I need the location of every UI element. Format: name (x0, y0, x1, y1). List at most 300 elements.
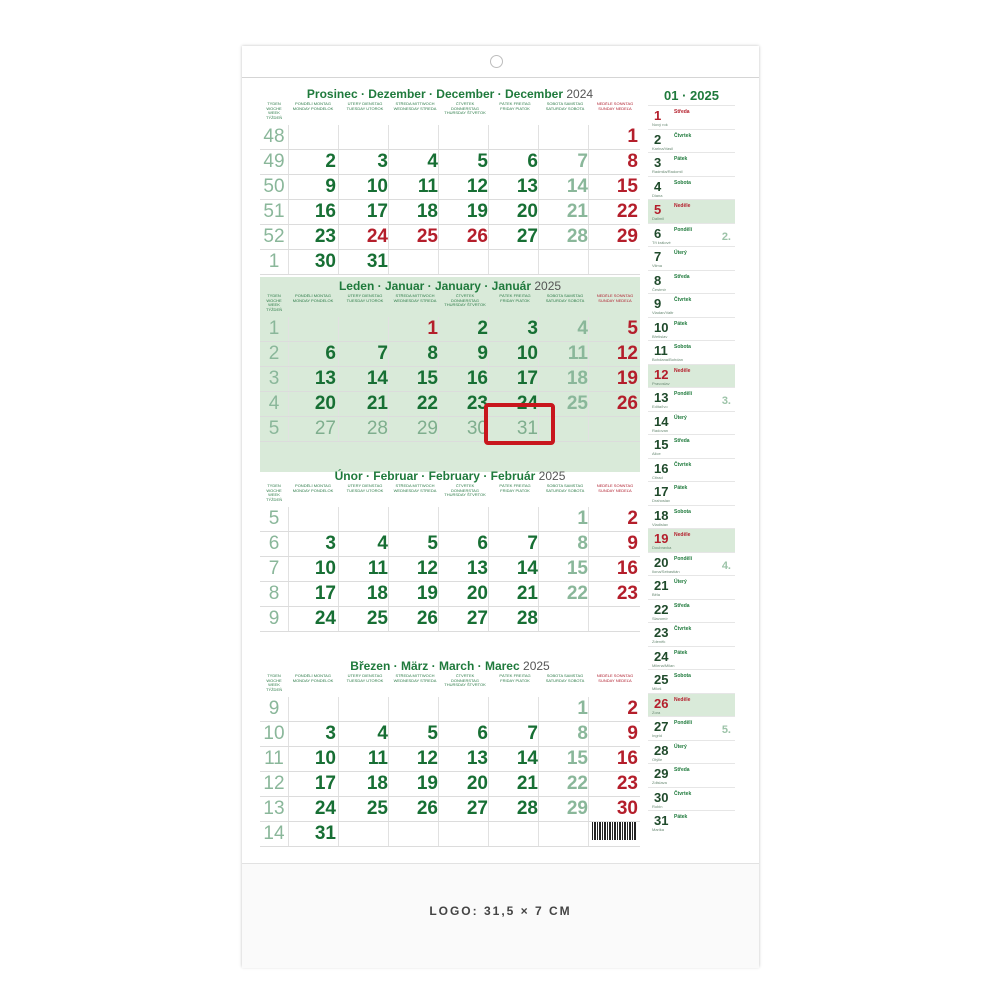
day-cell[interactable]: 2 (325, 151, 336, 172)
weekday-header: STŘEDA MITTWOCH WEDNESDAY STREDA (393, 294, 437, 303)
day-cell[interactable]: 10 (516, 343, 538, 364)
day-cell[interactable]: 7 (377, 343, 388, 364)
day-cell[interactable]: 10 (366, 176, 388, 197)
day-cell[interactable]: 15 (566, 558, 588, 579)
day-cell[interactable]: 9 (627, 533, 638, 554)
day-cell[interactable]: 16 (466, 368, 488, 389)
week-number: 10 (263, 723, 285, 744)
day-cell[interactable]: 19 (416, 583, 438, 604)
week-row-divider (260, 631, 640, 632)
strip-weekday: Úterý (674, 414, 687, 421)
day-cell[interactable]: 17 (366, 201, 388, 222)
day-cell[interactable]: 3 (325, 723, 336, 744)
strip-day-row[interactable] (648, 693, 735, 717)
month-year: 2025 (534, 279, 562, 293)
day-cell[interactable]: 15 (566, 748, 588, 769)
day-cell[interactable]: 17 (516, 368, 538, 389)
day-cell[interactable]: 7 (527, 533, 538, 554)
day-cell[interactable]: 1 (627, 126, 638, 147)
day-cell[interactable]: 19 (466, 201, 488, 222)
week-row-divider (260, 199, 640, 200)
grid-divider (588, 317, 589, 442)
strip-nameday: Břetislav (652, 333, 668, 339)
day-cell[interactable]: 23 (616, 583, 638, 604)
weekday-header: PÁTEK FREITAG FRIDAY PIATOK (499, 294, 531, 303)
day-cell[interactable]: 20 (466, 583, 488, 604)
week-row-divider (260, 821, 640, 822)
strip-weekday: Sobota (674, 673, 691, 679)
month-year: 2025 (523, 659, 550, 673)
day-cell[interactable]: 8 (427, 343, 438, 364)
day-cell[interactable]: 15 (416, 368, 438, 389)
day-cell[interactable]: 24 (516, 393, 538, 414)
strip-weekday: Pátek (674, 814, 688, 820)
day-cell[interactable]: 29 (416, 418, 438, 439)
strip-day-number: 1 (654, 108, 662, 123)
day-cell[interactable]: 11 (567, 343, 588, 364)
current-date-marker[interactable] (484, 403, 555, 445)
weekday-header: ČTVRTEK DONNERSTAG THURSDAY ŠTVRTOK (444, 484, 486, 497)
day-cell[interactable]: 8 (577, 723, 588, 744)
strip-day-row[interactable] (648, 246, 735, 270)
strip-day-number: 29 (654, 766, 669, 781)
strip-weekday: Pondělí (674, 555, 693, 562)
day-cell[interactable]: 1 (577, 698, 588, 719)
month-feb (260, 467, 640, 640)
hanging-strip-line (242, 77, 759, 78)
strip-weekday: Středa (674, 109, 690, 115)
day-cell[interactable]: 22 (416, 393, 438, 414)
strip-day-row[interactable] (648, 716, 735, 740)
week-row-divider (260, 174, 640, 175)
strip-nameday: Radmila/Radomil (652, 169, 683, 174)
weekday-header: PÁTEK FREITAG FRIDAY PIATOK (499, 484, 531, 493)
strip-day-row[interactable] (648, 575, 735, 599)
day-cell[interactable]: 28 (516, 798, 538, 819)
weekday-header: STŘEDA MITTWOCH WEDNESDAY STREDA (393, 674, 437, 683)
strip-day-row[interactable] (648, 293, 735, 317)
strip-nameday: Slavomír (652, 615, 668, 621)
day-cell[interactable]: 12 (466, 176, 488, 197)
day-cell[interactable]: 2 (627, 508, 638, 529)
day-cell[interactable]: 22 (566, 583, 588, 604)
week-number: 1 (268, 318, 280, 339)
month-title (260, 469, 640, 483)
week-row-divider (260, 746, 640, 747)
strip-day-number: 21 (654, 578, 669, 593)
weekday-header: PÁTEK FREITAG FRIDAY PIATOK (499, 674, 531, 683)
day-cell[interactable]: 20 (466, 773, 488, 794)
day-cell[interactable]: 6 (477, 723, 488, 744)
day-cell[interactable]: 4 (377, 533, 388, 554)
strip-weekday: Pátek (674, 485, 688, 491)
strip-weekday: Středa (674, 767, 690, 773)
day-cell[interactable]: 19 (416, 773, 438, 794)
strip-nameday: Vladan/Valtr (652, 310, 674, 315)
grid-divider (488, 125, 489, 275)
day-cell[interactable]: 13 (314, 368, 336, 389)
day-cell[interactable]: 16 (314, 201, 336, 222)
day-cell[interactable]: 14 (566, 176, 588, 197)
week-number: 9 (268, 698, 280, 719)
week-number: 13 (263, 798, 285, 819)
day-cell[interactable]: 5 (627, 318, 638, 339)
grid-divider (538, 125, 539, 275)
strip-weekday: Sobota (674, 508, 691, 515)
day-cell[interactable]: 5 (427, 723, 438, 744)
day-cell[interactable]: 18 (566, 368, 588, 389)
day-cell[interactable]: 13 (516, 176, 538, 197)
weekday-header: SOBOTA SAMSTAG SATURDAY SOBOTA (545, 294, 585, 303)
strip-weekday: Pondělí (674, 226, 693, 233)
strip-nameday: Karina/Vasil (652, 145, 674, 151)
day-cell[interactable]: 6 (325, 343, 336, 364)
day-cell[interactable]: 20 (516, 201, 538, 222)
day-cell[interactable]: 9 (627, 723, 638, 744)
week-number: 7 (268, 558, 280, 579)
weekday-header: NEDĚLE SONNTAG SUNDAY NEDEĽA (596, 294, 634, 303)
day-cell[interactable]: 17 (314, 773, 336, 794)
week-row-divider (260, 556, 640, 557)
grid-divider (438, 317, 439, 442)
strip-weekday: Neděle (674, 696, 691, 703)
day-cell[interactable]: 28 (516, 608, 538, 629)
week-number: 52 (263, 226, 285, 247)
day-cell[interactable]: 22 (616, 201, 638, 222)
day-cell[interactable]: 21 (516, 773, 538, 794)
day-cell[interactable]: 25 (416, 226, 438, 247)
strip-day-number: 17 (654, 484, 669, 499)
day-cell[interactable]: 13 (466, 558, 488, 579)
day-cell[interactable]: 18 (416, 201, 438, 222)
weekday-header: SOBOTA SAMSTAG SATURDAY SOBOTA (545, 102, 585, 111)
day-cell[interactable]: 31 (314, 823, 336, 844)
strip-nameday: Ingrid (652, 733, 663, 738)
strip-nameday: Robin (652, 803, 663, 809)
grid-divider (538, 697, 539, 847)
day-cell[interactable]: 5 (427, 533, 438, 554)
day-cell[interactable]: 30 (466, 418, 488, 439)
grid-divider (338, 507, 339, 632)
week-number: 1 (268, 251, 280, 272)
strip-day-row[interactable] (648, 411, 735, 435)
day-cell[interactable]: 31 (516, 418, 538, 439)
day-cell[interactable]: 8 (577, 533, 588, 554)
strip-weekday: Čtvrtek (674, 297, 692, 303)
day-cell[interactable]: 6 (477, 533, 488, 554)
day-cell[interactable]: 14 (366, 368, 388, 389)
strip-day-row[interactable] (648, 199, 735, 223)
day-cell[interactable]: 3 (325, 533, 336, 554)
day-cell[interactable]: 14 (516, 558, 538, 579)
week-number: 9 (268, 608, 280, 629)
day-cell[interactable]: 12 (416, 558, 438, 579)
day-cell[interactable]: 19 (616, 368, 638, 389)
grid-divider (588, 507, 589, 632)
strip-day-number: 11 (654, 343, 668, 358)
strip-week-number: 5. (721, 724, 731, 736)
barcode (592, 822, 636, 840)
day-cell[interactable]: 26 (616, 393, 638, 414)
day-cell[interactable]: 2 (477, 318, 488, 339)
strip-weekday: Čtvrtek (674, 461, 692, 468)
strip-day-number: 3 (654, 155, 662, 170)
day-cell[interactable]: 11 (367, 748, 388, 769)
strip-day-number: 12 (654, 366, 669, 382)
day-cell[interactable]: 23 (466, 393, 488, 414)
strip-title: 01 · 2025 (664, 88, 719, 103)
strip-day-row[interactable] (648, 646, 735, 670)
day-cell[interactable]: 25 (566, 393, 588, 414)
day-cell[interactable]: 21 (366, 393, 388, 414)
day-cell[interactable]: 7 (577, 151, 588, 172)
day-cell[interactable]: 4 (577, 318, 588, 339)
strip-weekday: Pátek (674, 156, 688, 162)
strip-day-number: 7 (654, 249, 662, 264)
january-day-strip (648, 84, 735, 844)
strip-week-number: 2. (721, 230, 731, 243)
strip-day-row[interactable] (648, 364, 735, 388)
strip-weekday: Pondělí (674, 720, 693, 726)
strip-day-number: 6 (654, 225, 662, 241)
day-cell[interactable]: 26 (416, 608, 438, 629)
day-cell[interactable]: 3 (527, 318, 538, 339)
day-cell[interactable]: 11 (417, 176, 438, 197)
day-cell[interactable]: 21 (566, 201, 588, 222)
week-number: 49 (263, 151, 285, 172)
day-cell[interactable]: 18 (366, 773, 388, 794)
grid-divider (388, 507, 389, 632)
week-number: 51 (263, 201, 285, 222)
day-cell[interactable]: 28 (566, 226, 588, 247)
weekday-header: SOBOTA SAMSTAG SATURDAY SOBOTA (545, 484, 585, 493)
day-cell[interactable]: 20 (314, 393, 336, 414)
grid-divider (388, 697, 389, 847)
strip-weekday: Pátek (674, 320, 688, 327)
strip-weekday: Čtvrtek (674, 790, 692, 797)
grid-divider (338, 697, 339, 847)
week-row-divider (260, 341, 640, 342)
strip-nameday: Diana (652, 192, 663, 198)
month-title-text: Prosinec · Dezember · December · December (306, 87, 564, 101)
day-cell[interactable]: 9 (477, 343, 488, 364)
strip-day-row[interactable] (648, 434, 735, 458)
strip-nameday: Pravoslav (652, 380, 670, 386)
week-column-header: TÝDEN WOCHE WEEK TÝŽDEŇ (266, 102, 282, 120)
day-cell[interactable]: 8 (627, 151, 638, 172)
day-cell[interactable]: 29 (566, 798, 588, 819)
strip-nameday: Miloš (652, 686, 662, 691)
weekday-header: PONDĚLÍ MONTAG MONDAY PONDELOK (292, 674, 334, 683)
day-cell[interactable]: 12 (616, 343, 638, 364)
strip-weekday: Pondělí (674, 391, 693, 397)
strip-day-row[interactable] (648, 552, 735, 576)
week-row-divider (260, 224, 640, 225)
strip-day-row[interactable] (648, 129, 735, 153)
strip-weekday: Neděle (674, 532, 691, 538)
day-cell[interactable]: 1 (577, 508, 588, 529)
day-cell[interactable]: 26 (416, 798, 438, 819)
weekday-header: NEDĚLE SONNTAG SUNDAY NEDEĽA (596, 484, 634, 493)
day-cell[interactable]: 23 (616, 773, 638, 794)
week-number: 14 (263, 823, 285, 844)
strip-day-row[interactable] (648, 599, 735, 623)
strip-day-row[interactable] (648, 317, 735, 341)
day-cell[interactable]: 9 (325, 176, 336, 197)
month-dec (260, 85, 640, 283)
strip-day-row[interactable] (648, 787, 735, 811)
strip-day-row[interactable] (648, 387, 735, 411)
strip-nameday: Milena/Milan (652, 662, 675, 668)
strip-day-row[interactable] (648, 622, 735, 646)
strip-day-row[interactable] (648, 105, 735, 129)
grid-divider (488, 507, 489, 632)
grid-divider (388, 125, 389, 275)
weekday-header: PONDĚLÍ MONTAG MONDAY PONDELOK (292, 102, 334, 111)
day-cell[interactable]: 10 (314, 748, 336, 769)
day-cell[interactable]: 30 (616, 798, 638, 819)
day-cell[interactable]: 29 (616, 226, 638, 247)
day-cell[interactable]: 17 (314, 583, 336, 604)
weekday-header: ČTVRTEK DONNERSTAG THURSDAY ŠTVRTOK (444, 102, 486, 115)
hanging-hole (490, 55, 503, 68)
day-cell[interactable]: 22 (566, 773, 588, 794)
day-cell[interactable]: 14 (516, 748, 538, 769)
grid-divider (488, 697, 489, 847)
week-row-divider (260, 721, 640, 722)
day-cell[interactable]: 24 (314, 608, 336, 629)
day-cell[interactable]: 4 (377, 723, 388, 744)
strip-weekday: Pátek (674, 649, 688, 656)
week-row-divider (260, 416, 640, 417)
strip-day-number: 9 (654, 296, 662, 311)
weekday-header: PONDĚLÍ MONTAG MONDAY PONDELOK (292, 484, 334, 493)
strip-day-row[interactable] (648, 669, 735, 693)
day-cell[interactable]: 18 (366, 583, 388, 604)
strip-day-row[interactable] (648, 176, 735, 200)
day-cell[interactable]: 25 (366, 608, 388, 629)
day-cell[interactable]: 21 (516, 583, 538, 604)
day-cell[interactable]: 2 (627, 698, 638, 719)
strip-nameday: Vilma (652, 263, 662, 268)
strip-day-number: 22 (654, 601, 669, 617)
strip-week-number: 3. (721, 395, 731, 407)
month-title-text: Únor · Februar · February · Február (334, 469, 536, 483)
day-cell[interactable]: 28 (366, 418, 388, 439)
strip-day-number: 27 (654, 719, 669, 734)
strip-day-number: 5 (654, 202, 662, 217)
day-cell[interactable]: 16 (616, 748, 638, 769)
week-row-divider (260, 441, 640, 442)
strip-day-row[interactable] (648, 763, 735, 787)
day-cell[interactable]: 24 (314, 798, 336, 819)
day-cell[interactable]: 5 (477, 151, 488, 172)
day-cell[interactable]: 26 (466, 226, 488, 247)
day-cell[interactable]: 12 (416, 748, 438, 769)
month-mar (260, 657, 640, 855)
strip-day-number: 2 (654, 131, 662, 147)
day-cell[interactable]: 4 (427, 151, 438, 172)
strip-nameday: Radovan (652, 427, 669, 433)
strip-nameday: Zdislava (652, 780, 667, 785)
strip-day-number: 10 (654, 319, 669, 335)
day-cell[interactable]: 27 (314, 418, 336, 439)
strip-day-row[interactable] (648, 528, 735, 552)
day-cell[interactable]: 6 (527, 151, 538, 172)
grid-divider (338, 125, 339, 275)
week-number: 5 (268, 418, 280, 439)
strip-nameday: Běla (652, 592, 661, 597)
weekday-header: STŘEDA MITTWOCH WEDNESDAY STREDA (393, 102, 437, 111)
day-cell[interactable]: 24 (366, 226, 388, 247)
day-cell[interactable]: 10 (314, 558, 336, 579)
strip-nameday: Nový rok (652, 122, 668, 127)
day-cell[interactable]: 15 (616, 176, 638, 197)
strip-day-row[interactable] (648, 458, 735, 482)
strip-weekday: Sobota (674, 179, 691, 186)
strip-nameday: Edita/Ivo (652, 404, 668, 409)
day-cell[interactable]: 11 (367, 558, 388, 579)
strip-nameday: Zora (652, 709, 661, 715)
weekday-header: STŘEDA MITTWOCH WEDNESDAY STREDA (393, 484, 437, 493)
day-cell[interactable]: 13 (466, 748, 488, 769)
strip-nameday: Tři králové (652, 239, 671, 245)
week-number: 5 (268, 508, 280, 529)
day-cell[interactable]: 27 (466, 798, 488, 819)
day-cell[interactable]: 3 (377, 151, 388, 172)
weekday-header: ÚTERÝ DIENSTAG TUESDAY UTOROK (346, 294, 384, 303)
day-cell[interactable]: 30 (314, 251, 336, 272)
strip-nameday: Dalimil (652, 216, 664, 221)
month-title-text: Leden · Januar · January · Január (338, 279, 531, 293)
strip-weekday: Středa (674, 602, 690, 609)
day-cell[interactable]: 25 (366, 798, 388, 819)
day-cell[interactable]: 27 (516, 226, 538, 247)
strip-day-row[interactable] (648, 270, 735, 294)
strip-day-row[interactable] (648, 481, 735, 505)
strip-day-row[interactable] (648, 505, 735, 529)
strip-day-row[interactable] (648, 810, 735, 834)
strip-day-number: 13 (654, 390, 669, 405)
strip-day-row[interactable] (648, 740, 735, 764)
day-cell[interactable]: 7 (527, 723, 538, 744)
day-cell[interactable]: 1 (427, 318, 438, 339)
strip-day-number: 20 (654, 554, 669, 570)
grid-divider (538, 507, 539, 632)
strip-day-row[interactable] (648, 223, 735, 247)
strip-day-number: 18 (654, 507, 669, 523)
day-cell[interactable]: 16 (616, 558, 638, 579)
strip-day-number: 8 (654, 272, 662, 288)
strip-nameday: Marika (652, 827, 665, 832)
week-row-divider (260, 581, 640, 582)
strip-day-number: 19 (654, 531, 669, 546)
strip-weekday: Neděle (674, 367, 691, 374)
day-cell[interactable]: 31 (366, 251, 388, 272)
strip-weekday: Úterý (674, 743, 687, 750)
strip-day-row[interactable] (648, 152, 735, 176)
strip-day-row[interactable] (648, 340, 735, 364)
strip-weekday: Čtvrtek (674, 132, 692, 139)
day-cell[interactable]: 27 (466, 608, 488, 629)
week-number: 12 (263, 773, 285, 794)
week-row-divider (260, 274, 640, 275)
strip-week-number: 4. (721, 559, 731, 572)
weekday-header: ČTVRTEK DONNERSTAG THURSDAY ŠTVRTOK (444, 674, 486, 687)
day-cell[interactable]: 23 (314, 226, 336, 247)
weekday-header: ČTVRTEK DONNERSTAG THURSDAY ŠTVRTOK (444, 294, 486, 307)
month-title (260, 659, 640, 673)
